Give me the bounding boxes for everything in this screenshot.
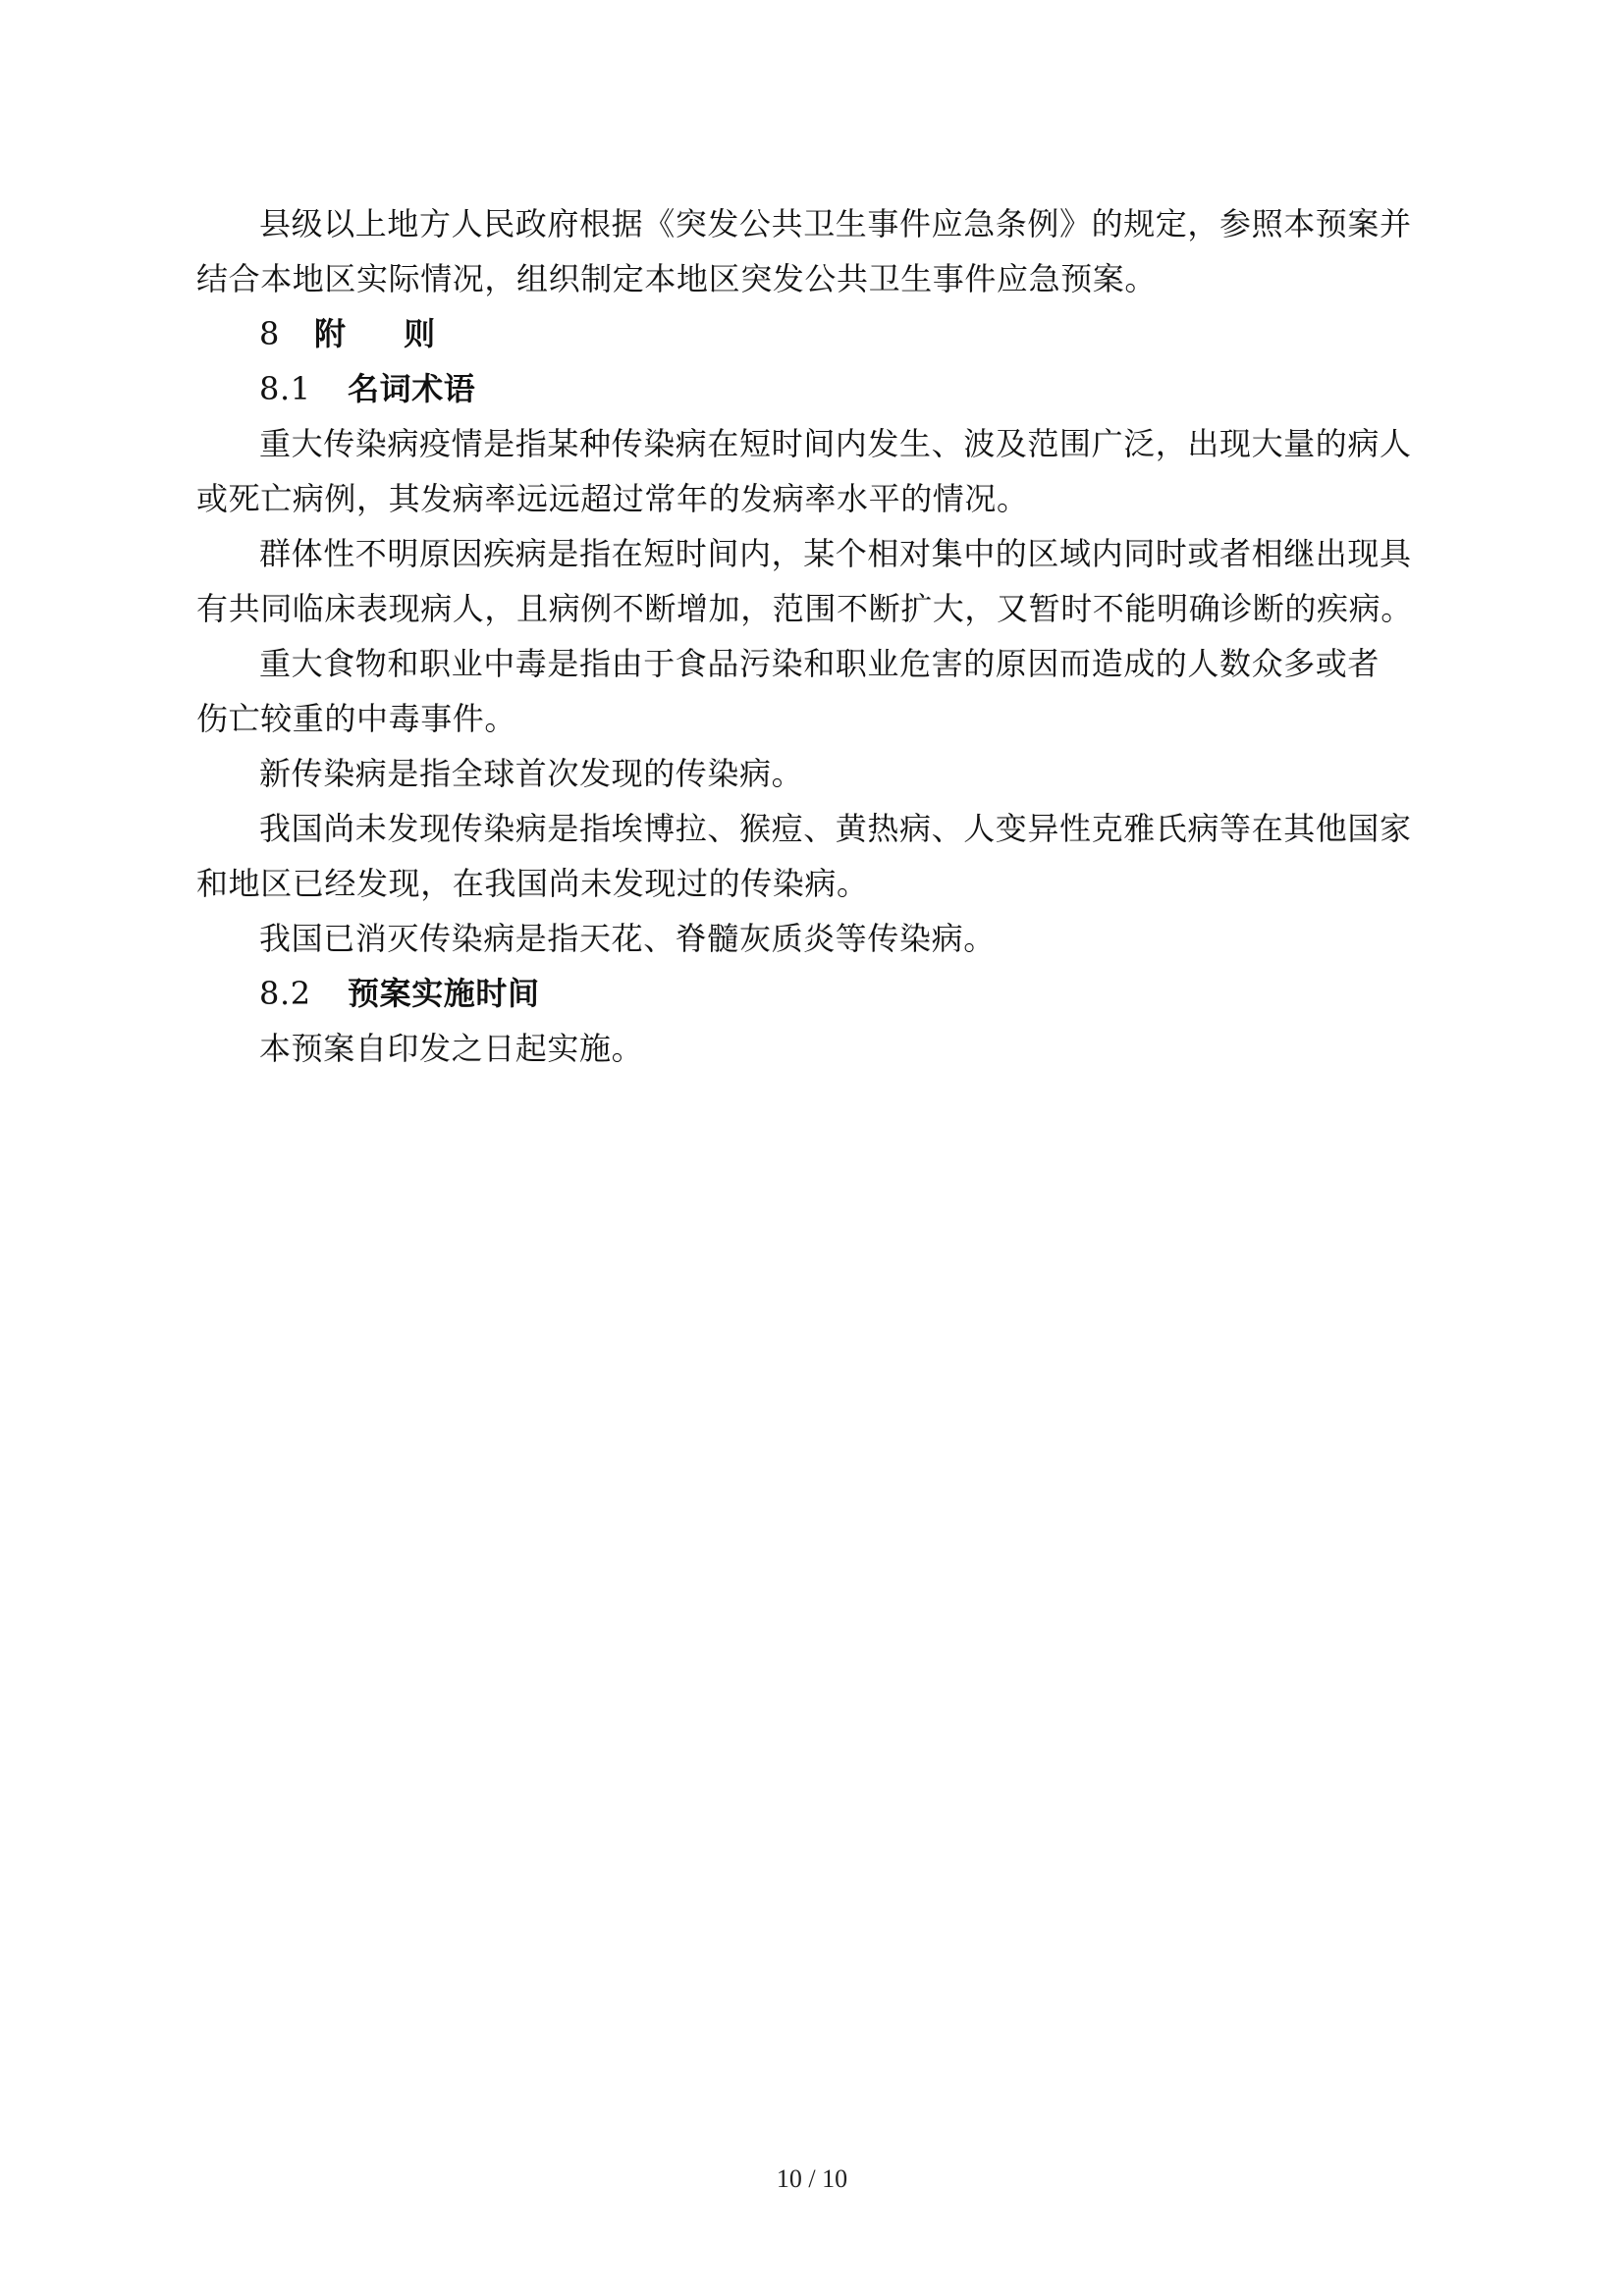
section-heading-8 [196,306,1443,361]
page-number: 10 / 10 [776,2164,848,2193]
section-title: 预案实施时间 [348,975,540,1012]
section-number: 8 [259,315,280,352]
section-title: 名词术语 [348,370,476,407]
paragraph-line: 或死亡病例，其发病率远远超过常年的发病率水平的情况。 [196,480,1029,517]
paragraph-line: 重大食物和职业中毒是指由于食品污染和职业危害的原因而造成的人数众多或者 [259,645,1380,682]
paragraph-line: 和地区已经发现，在我国尚未发现过的传染病。 [196,865,869,902]
paragraph-line: 结合本地区实际情况，组织制定本地区突发公共卫生事件应急预案。 [196,260,1158,297]
paragraph-line: 重大传染病疫情是指某种传染病在短时间内发生、波及范围广泛，出现大量的病人 [259,425,1412,462]
paragraph-line: 新传染病是指全球首次发现的传染病。 [259,755,804,792]
section-heading-8-2 [196,966,1443,1021]
section-number: 8.2 [259,975,311,1012]
paragraph-line: 县级以上地方人民政府根据《突发公共卫生事件应急条例》的规定，参照本预案并 [259,205,1412,242]
section-number: 8.1 [259,370,311,407]
paragraph-line: 我国已消灭传染病是指天花、脊髓灰质炎等传染病。 [259,920,996,957]
paragraph-line: 有共同临床表现病人，且病例不断增加，范围不断扩大，又暂时不能明确诊断的疾病。 [196,590,1413,627]
section-title: 附 则 [314,315,460,352]
paragraph-line: 我国尚未发现传染病是指埃博拉、猴痘、黄热病、人变异性克雅氏病等在其他国家 [259,810,1412,847]
paragraph-line: 群体性不明原因疾病是指在短时间内，某个相对集中的区域内同时或者相继出现具 [259,535,1412,572]
paragraph-line: 伤亡较重的中毒事件。 [196,700,517,737]
paragraph-line: 本预案自印发之日起实施。 [259,1030,644,1067]
document-body [196,196,1443,1076]
section-heading-8-1 [196,361,1443,416]
